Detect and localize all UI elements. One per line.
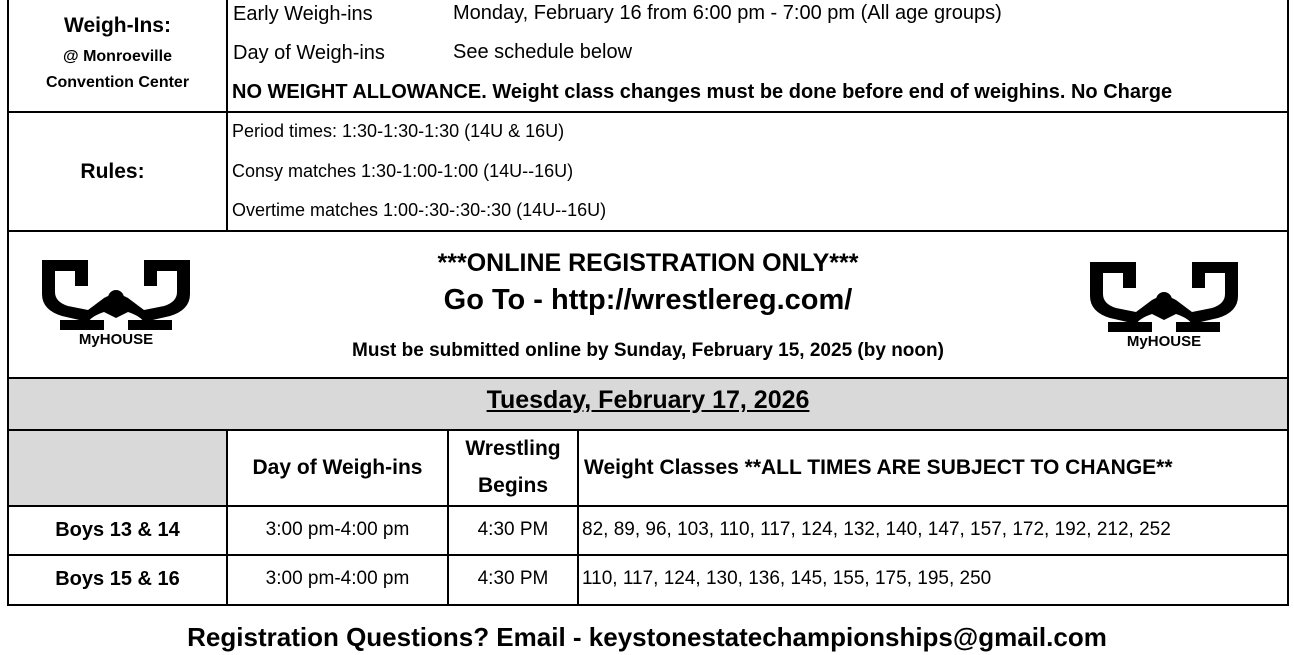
registration-url[interactable]: Go To - http://wrestlereg.com/ — [443, 284, 853, 316]
rule-line — [7, 230, 1289, 232]
weighins-venue-line2: Convention Center — [45, 74, 190, 91]
weighins-venue-line1: @ Monroeville — [63, 48, 172, 65]
rules-heading: Rules: — [80, 160, 145, 183]
myhouse-logo-icon — [1090, 260, 1238, 352]
table-row-weighins: 3:00 pm-4:00 pm — [265, 519, 410, 540]
col-header-weight-classes: Weight Classes **ALL TIMES ARE SUBJECT TO CHANGE** — [584, 456, 1173, 479]
myhouse-logo-right — [1090, 260, 1238, 352]
rule-line — [7, 377, 1289, 379]
rule-line — [7, 429, 1289, 431]
col-header-day-weighins: Day of Weigh-ins — [252, 456, 423, 479]
myhouse-logo-left — [42, 258, 190, 350]
logo-wordmark: MyHOUSE — [78, 331, 154, 348]
table-row-group: Boys 13 & 14 — [55, 519, 180, 541]
registration-deadline: Must be submitted online by Sunday, February 15, 2025 (by noon) — [352, 340, 944, 361]
weight-allowance-note: NO WEIGHT ALLOWANCE. Weight class changes must be done before end of weighins. No Charge — [232, 81, 1173, 103]
early-weighins-label: Early Weigh-ins — [233, 3, 373, 25]
rule-line — [226, 0, 228, 232]
rule-line-text: Overtime matches 1:00-:30-:30-:30 (14U--16U) — [232, 200, 607, 220]
col-header-wrestling: Wrestling — [465, 437, 561, 460]
schedule-date: Tuesday, February 17, 2026 — [486, 386, 810, 414]
weighins-heading: Weigh-Ins: — [64, 14, 171, 37]
day-weighins-value: See schedule below — [453, 41, 633, 63]
myhouse-logo-icon — [42, 258, 190, 350]
rule-line — [577, 429, 579, 606]
table-row-weighins: 3:00 pm-4:00 pm — [265, 568, 410, 589]
table-row-begins: 4:30 PM — [477, 519, 549, 540]
rule-line-text: Consy matches 1:30-1:00-1:00 (14U--16U) — [232, 161, 574, 181]
col-header-begins: Begins — [477, 474, 548, 497]
rule-line-text: Period times: 1:30-1:30-1:30 (14U & 16U) — [232, 121, 565, 141]
early-weighins-value: Monday, February 16 from 6:00 pm - 7:00 pm (All age groups) — [453, 2, 1002, 24]
logo-wordmark: MyHOUSE — [1126, 333, 1202, 350]
rule-line — [1287, 0, 1289, 606]
table-row-begins: 4:30 PM — [477, 568, 549, 589]
day-weighins-label: Day of Weigh-ins — [233, 42, 385, 64]
rule-line — [7, 505, 1289, 507]
rule-line — [7, 604, 1289, 606]
rule-line — [7, 554, 1289, 556]
table-row-classes: 110, 117, 124, 130, 136, 145, 155, 175, 195, 250 — [582, 568, 992, 589]
table-row-group: Boys 15 & 16 — [55, 568, 180, 590]
table-row-classes: 82, 89, 96, 103, 110, 117, 124, 132, 140, 147, 157, 172, 192, 212, 252 — [582, 519, 1171, 540]
registration-contact: Registration Questions? Email - keystonestatechampionships@gmail.com — [187, 622, 1107, 652]
header-corner-background — [8, 430, 227, 506]
rule-line — [7, 111, 1289, 113]
online-registration-heading: ***ONLINE REGISTRATION ONLY*** — [437, 249, 859, 277]
